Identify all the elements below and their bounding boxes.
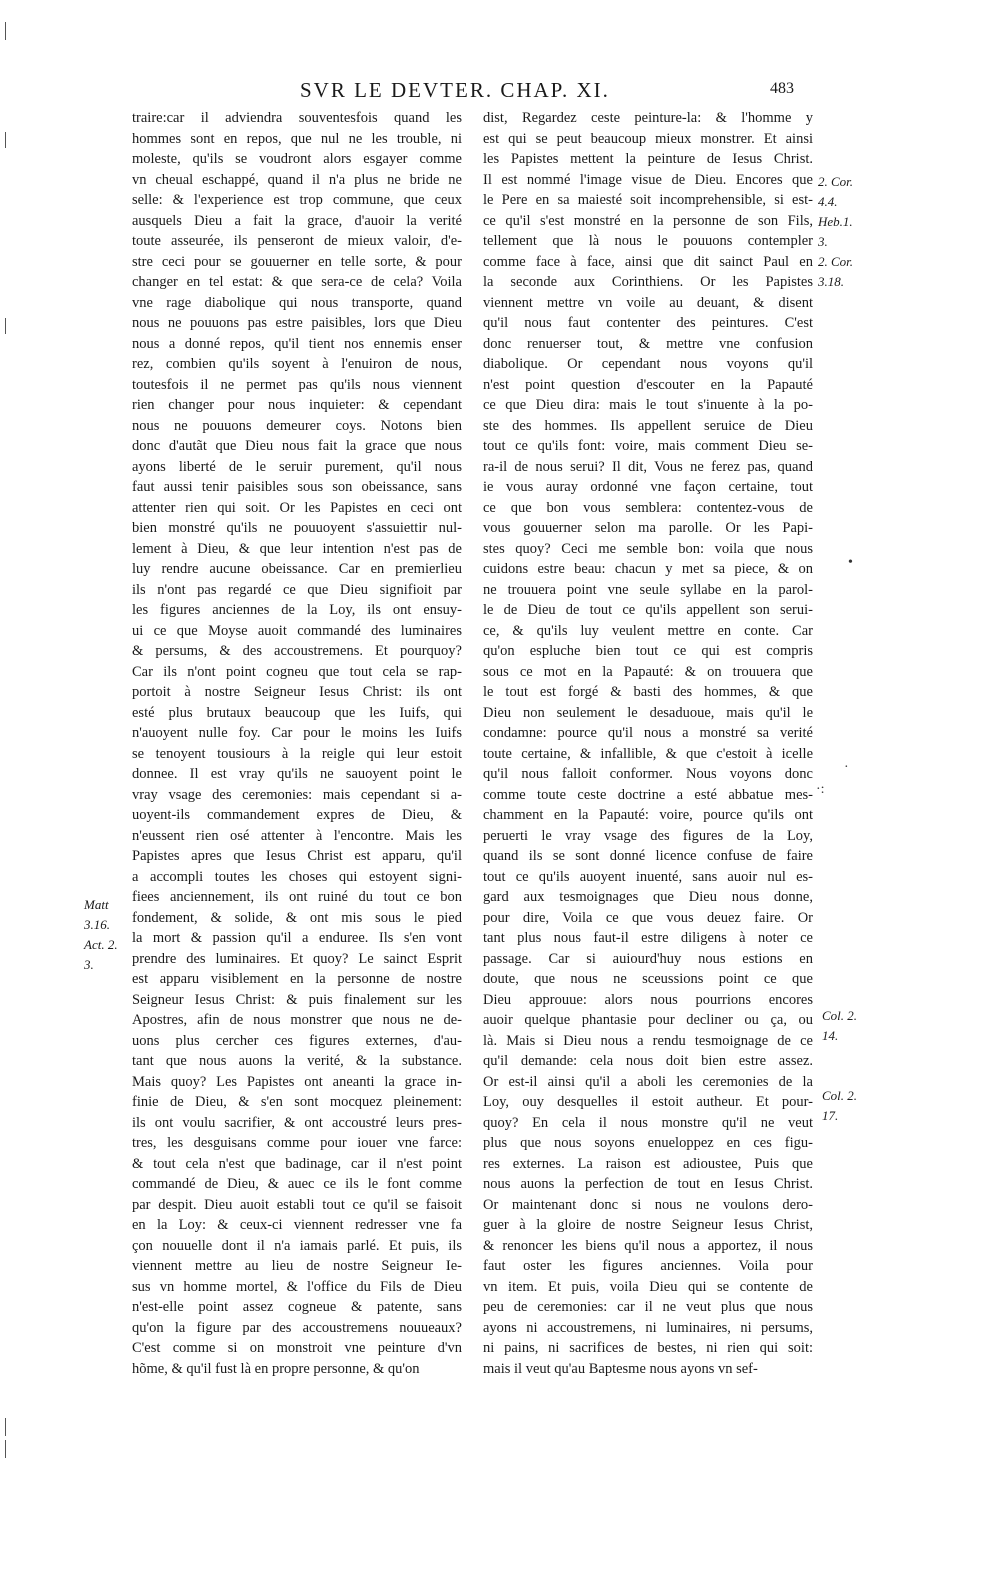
text-line: sus vn homme mortel, & l'office du Fils de Dieu (132, 1278, 462, 1295)
text-line: changer en tel estat: & que sera-ce de cela? Voila (132, 274, 462, 290)
text-line: Or maintenant donc si nous ne voulons dero- (483, 1196, 813, 1213)
text-line: çon nouuelle dont il n'a iamais parlé. Et puis, ils (132, 1237, 462, 1254)
text-line: le Pere en sa maiesté soit incomprehensible, si est- (483, 192, 813, 208)
text-line: fiees anciennement, ils ont ruiné du tout ce bon (132, 889, 462, 905)
text-line: ni pains, ni sacrifices de bestes, ni rien qui soit: (483, 1340, 813, 1356)
text-line: prendre des luminaires. Et quoy? Le sainct Esprit (132, 950, 462, 967)
text-line: selle: & l'experience est trop commune, que ceux (132, 192, 462, 208)
text-line: qu'on la figure par des accoustremens nouueaux? (132, 1319, 462, 1336)
text-line: tout ce qu'ils auoyent inuenté, sans auoir nul es- (483, 868, 813, 885)
margin-note-line: Matt (84, 897, 109, 912)
text-line: les figures anciennes de la Loy, ils ont ensuy- (132, 602, 462, 618)
edge-tick (5, 1440, 6, 1458)
text-line: n'est-elle point assez cogneue & patente, sans (132, 1299, 462, 1315)
text-line: C'est comme si on monstroit vne peinture d'vn (132, 1340, 462, 1356)
margin-note-line: 4.4. (818, 194, 838, 209)
text-line: cuidons estre beau: chacun y met sa piece, & on (483, 561, 813, 577)
text-line: stes quoy? Ceci me semble bon: voila que nous (483, 540, 813, 557)
text-line: comme face à face, ainsi que dit sainct Paul en (483, 253, 813, 270)
margin-note-right-3 (822, 1086, 857, 1126)
text-line: toute asseurée, ils penseront de mieux valoir, d'e- (132, 233, 462, 249)
text-line: tout ce qu'ils font: voire, mais comment Dieu se- (483, 438, 813, 454)
text-line: ra-il de nous serui? Il dit, Vous ne ferez pas, quand (483, 458, 813, 475)
text-line: commandé de Dieu, & auec ce ils le font comme (132, 1176, 462, 1192)
text-line: fondement, & solide, & ont mis sous le pied (132, 909, 462, 926)
text-line: toutesfois il ne permet pas qu'ils nous viennent (132, 376, 462, 393)
margin-note-line: Heb.1. (818, 214, 853, 229)
text-line: Car ils n'ont point cogneu que tout cela se rap- (132, 663, 462, 680)
text-line: diabolique. Or cependant nous voyons qu'il (483, 356, 813, 372)
text-line: quoy? En cela il nous monstre qu'il ne veut (483, 1114, 813, 1131)
text-line: hommes sont en repos, que nul ne les trouble, ni (132, 130, 462, 147)
text-line: rez, combien qu'ils soyent à l'enuiron de nous, (132, 356, 462, 372)
text-line: faut aussi tenir paisibles sous son obeissance, sans (132, 479, 462, 495)
margin-note-line: Col. 2. (822, 1088, 858, 1103)
edge-tick (5, 318, 6, 334)
text-line: n'auoyent nulle foy. Car pour le moins les Iuifs (132, 725, 462, 741)
margin-note-right-2 (822, 1006, 857, 1046)
text-line: viennent mettre vn voile au deuant, & disent (483, 294, 813, 311)
margin-note-right-1 (818, 172, 853, 292)
text-line: Dieu non seulement le desaduoue, mais qu'il le (483, 704, 813, 721)
text-line: par despit. Dieu auoit establi tout ce qu'il se faisoit (132, 1196, 462, 1213)
text-line: stre ceci pour se gouuerner en telle sorte, & pour (132, 253, 462, 270)
margin-note-line: Act. 2. (84, 937, 118, 952)
text-line: & persums, & des accoustremens. Et pourquoy? (132, 643, 462, 659)
text-line: ayons ni accoustremens, ni luminaires, ni persums, (483, 1319, 813, 1336)
text-line: qu'il demande: cela nous doit bien estre assez. (483, 1053, 813, 1069)
text-line: gard aux tesmoignages que Dieu nous donne, (483, 889, 813, 905)
text-line: la mort & passion qu'il a enduree. Ils s'en vont (132, 930, 462, 946)
text-line: rien changer pour nous inquieter: & cependant (132, 397, 462, 413)
text-line: nous a donné repos, qu'il tient nos ennemis enser (132, 335, 462, 352)
text-line: Il est nommé l'image visue de Dieu. Encores que (483, 171, 813, 188)
text-line: tellement que là nous le pouuons contempler (483, 233, 813, 249)
page-header (0, 78, 1000, 108)
text-line: vn item. Et puis, voila Dieu qui se contente de (483, 1278, 813, 1295)
text-line: traire:car il adviendra souventesfois quand les (132, 110, 462, 126)
text-line: faut oster les figures anciennes. Voila pour (483, 1258, 813, 1274)
text-line: comme toute ceste doctrine a esté abbatue mes- (483, 786, 813, 803)
text-line: ste des hommes. Ils appellent seruice de Dieu (483, 417, 813, 434)
left-text-column (132, 108, 462, 1379)
text-line: doute, que nous ne sceussions point ce que (483, 971, 813, 987)
text-line: qu'il nous falloit conformer. Nous voyons donc (483, 766, 813, 782)
margin-note-line: 3.16. (84, 917, 110, 932)
text-line: qu'on espluche bien tout ce qui est compris (483, 643, 813, 659)
text-line: en la Loy: & ceux-ci viennent redresser vne fa (132, 1217, 462, 1233)
edge-tick (5, 132, 6, 148)
text-line: esté plus brutaux beaucoup que les Iuifs, qui (132, 704, 462, 721)
text-line: vne rage diabolique qui nous transporte, quand (132, 294, 462, 311)
margin-note-line: 3. (84, 957, 94, 972)
text-line: uons plus cercher ces figures externes, d'au- (132, 1032, 462, 1049)
text-line: passage. Car si auiourd'huy nous estions en (483, 950, 813, 967)
text-line: luy rendre aucune obeissance. Car en premierlieu (132, 561, 462, 577)
text-line: le de Dieu de tout ce qu'ils appellent son serui- (483, 602, 813, 618)
text-line: toute certaine, & infallible, & que c'estoit à icelle (483, 745, 813, 762)
margin-note-line: 2. Cor. (818, 254, 854, 269)
text-line: vn cheual eschappé, quand il n'a plus ne bride ne (132, 171, 462, 188)
bullet-mark: • (848, 555, 853, 570)
text-line: ce que Dieu dira: mais le tout s'inuente à la po- (483, 397, 813, 413)
speck-mark: ·: (816, 782, 825, 797)
text-line: quand ils se sont donné licence confuse de faire (483, 848, 813, 864)
text-line: uoyent-ils commandement expres de Dieu, & (132, 807, 462, 823)
text-line: la seconde aux Corinthiens. Or les Papistes (483, 274, 813, 290)
page-number: 483 (770, 80, 794, 97)
edge-tick (5, 1418, 6, 1436)
text-line: vous gouuerner selon ma parolle. Or les Papi- (483, 520, 813, 536)
text-line: ils ont voulu sacrifier, & ont accoustré leurs pres- (132, 1114, 462, 1131)
text-line: ils n'ont pas regardé ce que Dieu signifioit par (132, 581, 462, 598)
text-line: plus que nous soyons enueloppez en ces figu- (483, 1135, 813, 1151)
text-line: donc d'autãt que Dieu nous fait la grace que nous (132, 438, 462, 454)
margin-note-line: Col. 2. (822, 1008, 858, 1023)
text-line: chamment en la Papauté: voire, pource qu'ils ont (483, 807, 813, 823)
text-line: ce, & qu'ils luy veulent mettre en conte. Car (483, 622, 813, 639)
text-line: finie de Dieu, & s'en sont mocquez pleinement: (132, 1094, 462, 1110)
text-line: dist, Regardez ceste peinture-la: & l'homme y (483, 110, 813, 126)
text-line: ie vous auray ordonné vne façon certaine, tout (483, 479, 813, 495)
text-line: viennent mettre au lieu de nostre Seigneur Ie- (132, 1258, 462, 1274)
text-line: bien monstré qu'ils ne pouuoyent s'assuiettir nul- (132, 520, 462, 536)
text-line: Apostres, afin de nous monstrer que nous ne de- (132, 1012, 462, 1028)
text-line: Or est-il ainsi qu'il a aboli les ceremonies de la (483, 1073, 813, 1090)
text-line: tant plus nous faut-il estre diligens à noter ce (483, 930, 813, 946)
text-line: mais il veut qu'au Baptesme nous ayons vn sef- (483, 1360, 758, 1377)
text-line: pour dire, Voila ce que vous deuez faire. Or (483, 909, 813, 926)
text-line: auoir quelque phantasie pour decliner ou ça, ou (483, 1012, 813, 1028)
margin-note-line: 17. (822, 1108, 839, 1123)
text-line: moleste, qu'ils se voudront alors esgayer comme (132, 151, 462, 167)
text-line: portoit à nostre Seigneur Iesus Christ: ils ont (132, 684, 462, 700)
running-head: SVR LE DEVTER. CHAP. XI. (300, 78, 610, 102)
right-text-column (483, 108, 813, 1379)
text-line: peruerti le vray vsage des figures de la Loy, (483, 827, 813, 844)
edge-tick (5, 22, 6, 40)
text-line: Seigneur Iesus Christ: & puis finalement sur les (132, 991, 462, 1008)
text-line: qu'il nous faut contenter des peintures. C'est (483, 315, 813, 331)
text-line: & tout cela n'est que badinage, car il n'est point (132, 1155, 462, 1172)
text-line: donc renuerser tout, & mettre vne confusion (483, 335, 813, 352)
text-line: Loy, ouy desquelles il estoit autheur. Et pour- (483, 1094, 813, 1110)
margin-note-line: 14. (822, 1028, 839, 1043)
text-line: & renoncer les biens qu'il nous a apportez, il nous (483, 1237, 813, 1254)
text-line: est apparu visiblement en la personne de nostre (132, 971, 462, 987)
text-line: condamne: pource qu'il nous a monstré sa verité (483, 725, 813, 741)
text-line: a accompli toutes les choses qui estoyent signi- (132, 868, 462, 885)
text-line: Mais quoy? Les Papistes ont aneanti la grace in- (132, 1073, 462, 1090)
text-line: ausquels Dieu a fait la grace, d'auoir la verité (132, 212, 462, 229)
text-line: donnee. Il est vray qu'ils ne sauoyent point le (132, 766, 462, 782)
text-line: se tenoyent tousiours à la reigle qui leur estoit (132, 745, 462, 762)
text-line: ui ce que Moyse auoit commandé des luminaires (132, 622, 462, 639)
text-line: tres, les desguisans comme pour iouer vne farce: (132, 1135, 462, 1151)
margin-note-left (84, 895, 118, 975)
text-line: n'est point question d'escouter en la Papauté (483, 376, 813, 393)
text-line: res externes. La raison est adioustee, Puis que (483, 1155, 813, 1172)
text-line: est qui se peut beaucoup mieux monstrer. Et ainsi (483, 130, 813, 147)
text-line: ce qu'il s'est monstré en la personne de son Fils, (483, 212, 813, 229)
text-line: ce que bon vous semblera: contentez-vous de (483, 499, 813, 516)
text-line: vray vsage des ceremonies: mais cependant si a- (132, 786, 462, 803)
text-line: le tout est forgé & basti des hommes, & que (483, 684, 813, 700)
text-line: n'eussent rien osé attenter à l'encontre. Mais les (132, 827, 462, 844)
text-line: nous auons la perfection de tout en Iesus Christ. (483, 1176, 813, 1192)
margin-note-line: 3.18. (818, 274, 844, 289)
text-line: ne trouuera point vne seule syllabe en la parol- (483, 581, 813, 598)
text-line: les Papistes mettent la peinture de Iesus Christ. (483, 151, 813, 167)
text-line: sous ce mot en la Papauté: & on trouuera que (483, 663, 813, 680)
text-line: Dieu approuue: alors nous pourrions encores (483, 991, 813, 1008)
text-line: Papistes apres que Iesus Christ est apparu, qu'il (132, 848, 462, 864)
text-line: attenter rien qui soit. Or les Papistes en ceci ont (132, 499, 462, 516)
margin-note-line: 2. Cor. (818, 174, 854, 189)
text-line: hõme, & qu'il fust là en propre personne, & qu'on (132, 1360, 420, 1377)
text-line: tant que nous auons la verité, & la substance. (132, 1053, 462, 1069)
text-line: guer à la gloire de nostre Seigneur Iesus Christ, (483, 1217, 813, 1233)
margin-note-line: 3. (818, 234, 828, 249)
text-line: nous ne pouuons pas estre paisibles, lors que Dieu (132, 315, 462, 331)
speck-mark: · (844, 760, 849, 775)
text-line: là. Mais si Dieu nous a rendu tesmoignage de ce (483, 1032, 813, 1049)
text-line: ayons liberté de le seruir purement, qu'il nous (132, 458, 462, 475)
text-line: peu de ceremonies: car il ne veut plus que nous (483, 1299, 813, 1315)
text-line: nous ne pouuons demeurer coys. Notons bien (132, 417, 462, 434)
text-line: lement à Dieu, & que leur intention n'est pas de (132, 540, 462, 557)
